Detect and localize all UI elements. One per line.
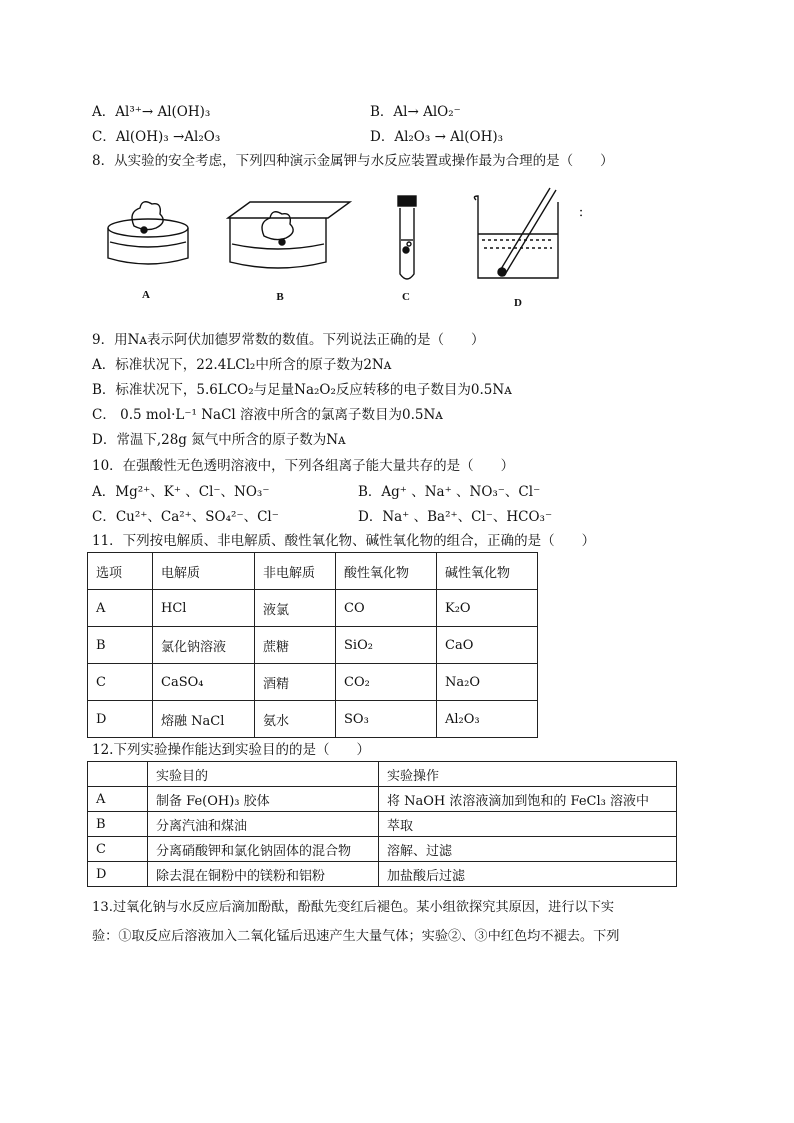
apparatus-colon: ： xyxy=(578,207,590,219)
table-cell: K₂O xyxy=(437,590,538,627)
table-row xyxy=(88,812,677,837)
table-cell: C xyxy=(88,837,148,862)
q10-stem: 10．在强酸性无色透明溶液中，下列各组离子能大量共存的是（ ） xyxy=(92,458,515,474)
q11-stem: 11．下列按电解质、非电解质、酸性氧化物、碱性氧化物的组合，正确的是（ ） xyxy=(92,533,596,549)
q11-table xyxy=(87,552,538,738)
table-header-cell: 酸性氧化物 xyxy=(336,553,437,590)
table-header-cell: 电解质 xyxy=(153,553,255,590)
table-cell: B xyxy=(88,812,148,837)
apparatus-label-a: A xyxy=(142,289,150,301)
apparatus-label-c: C xyxy=(402,291,410,303)
table-cell: 加盐酸后过滤 xyxy=(379,862,677,887)
table-header-cell: 实验目的 xyxy=(148,762,379,787)
q12-stem: 12.下列实验操作能达到实验目的的是（ ） xyxy=(92,742,370,758)
q7-option-c: C．Al(OH)₃ →Al₂O₃ xyxy=(92,129,221,145)
table-header-row xyxy=(88,762,677,787)
q13-line-1: 13.过氧化钠与水反应后滴加酚酞，酚酞先变红后褪色。某小组欲探究其原因，进行以下实 xyxy=(92,900,615,915)
apparatus-label-d: D xyxy=(514,297,522,309)
table-header-cell: 非电解质 xyxy=(255,553,336,590)
q13-line-2: 验：①取反应后溶液加入二氧化锰后迅速产生大量气体；实验②、③中红色均不褪去。下列 xyxy=(92,929,620,944)
table-cell: HCl xyxy=(153,590,255,627)
table-header-cell: 选项 xyxy=(88,553,153,590)
q12-table xyxy=(87,761,677,887)
table-cell: 氯化钠溶液 xyxy=(153,627,255,664)
table-cell: B xyxy=(88,627,153,664)
table-header-cell: 实验操作 xyxy=(379,762,677,787)
table-cell: 将 NaOH 浓溶液滴加到饱和的 FeCl₃ 溶液中 xyxy=(379,787,677,812)
table-cell: 溶解、过滤 xyxy=(379,837,677,862)
table-cell: CO₂ xyxy=(336,664,437,701)
q7-option-b: B．Al→ AlO₂⁻ xyxy=(370,104,461,120)
table-row xyxy=(88,837,677,862)
table-header-cell: 碱性氧化物 xyxy=(437,553,538,590)
q9-option-d: D．常温下,28g 氮气中所含的原子数为Nᴀ xyxy=(92,432,346,448)
table-header-row xyxy=(88,553,538,590)
table-cell: 分离汽油和煤油 xyxy=(148,812,379,837)
table-cell: 酒精 xyxy=(255,664,336,701)
table-row xyxy=(88,701,538,738)
table-cell: 氨水 xyxy=(255,701,336,738)
table-cell: CaSO₄ xyxy=(153,664,255,701)
table-cell: Al₂O₃ xyxy=(437,701,538,738)
table-cell: 制备 Fe(OH)₃ 胶体 xyxy=(148,787,379,812)
apparatus-a-trough xyxy=(108,202,188,264)
table-cell: A xyxy=(88,590,153,627)
table-cell: 除去混在铜粉中的镁粉和铝粉 xyxy=(148,862,379,887)
table-row xyxy=(88,627,538,664)
table-cell: 液氯 xyxy=(255,590,336,627)
table-cell: CaO xyxy=(437,627,538,664)
table-row xyxy=(88,590,538,627)
table-cell: 熔融 NaCl xyxy=(153,701,255,738)
table-cell: D xyxy=(88,862,148,887)
apparatus-label-b: B xyxy=(276,291,284,303)
q10-option-d: D．Na⁺ 、Ba²⁺、Cl⁻、HCO₃⁻ xyxy=(358,509,553,525)
table-cell: 蔗糖 xyxy=(255,627,336,664)
table-cell: 分离硝酸钾和氯化钠固体的混合物 xyxy=(148,837,379,862)
table-row xyxy=(88,664,538,701)
q10-option-b: B．Ag⁺ 、Na⁺ 、NO₃⁻、Cl⁻ xyxy=(358,484,541,500)
table-cell: CO xyxy=(336,590,437,627)
table-cell: 萃取 xyxy=(379,812,677,837)
table-cell: A xyxy=(88,787,148,812)
q10-option-a: A．Mg²⁺、K⁺ 、Cl⁻、NO₃⁻ xyxy=(92,484,270,500)
apparatus-b-covered-trough xyxy=(228,202,350,268)
q7-option-d: D．Al₂O₃ → Al(OH)₃ xyxy=(370,129,504,145)
q8-apparatus-figure xyxy=(98,178,598,313)
table-cell: SiO₂ xyxy=(336,627,437,664)
q7-option-a: A．Al³⁺→ Al(OH)₃ xyxy=(92,104,211,120)
q9-option-c: C． 0.5 mol·L⁻¹ NaCl 溶液中所含的氯离子数目为0.5Nᴀ xyxy=(92,407,443,423)
q10-option-c: C．Cu²⁺、Ca²⁺、SO₄²⁻、Cl⁻ xyxy=(92,509,279,525)
apparatus-c-test-tube xyxy=(398,196,416,279)
q8-stem: 8．从实验的安全考虑，下列四种演示金属钾与水反应装置或操作最为合理的是（ ） xyxy=(92,153,614,169)
q9-option-b: B．标准状况下，5.6LCO₂与足量Na₂O₂反应转移的电子数目为0.5Nᴀ xyxy=(92,382,512,398)
apparatus-d-beaker xyxy=(474,188,558,278)
q9-option-a: A．标准状况下，22.4LCl₂中所含的原子数为2Nᴀ xyxy=(92,357,392,373)
table-cell: D xyxy=(88,701,153,738)
table-cell: Na₂O xyxy=(437,664,538,701)
table-row xyxy=(88,862,677,887)
table-row xyxy=(88,787,677,812)
table-cell: SO₃ xyxy=(336,701,437,738)
table-header-cell xyxy=(88,762,148,787)
q9-stem: 9．用Nᴀ表示阿伏加德罗常数的数值。下列说法正确的是（ ） xyxy=(92,332,485,348)
table-cell: C xyxy=(88,664,153,701)
